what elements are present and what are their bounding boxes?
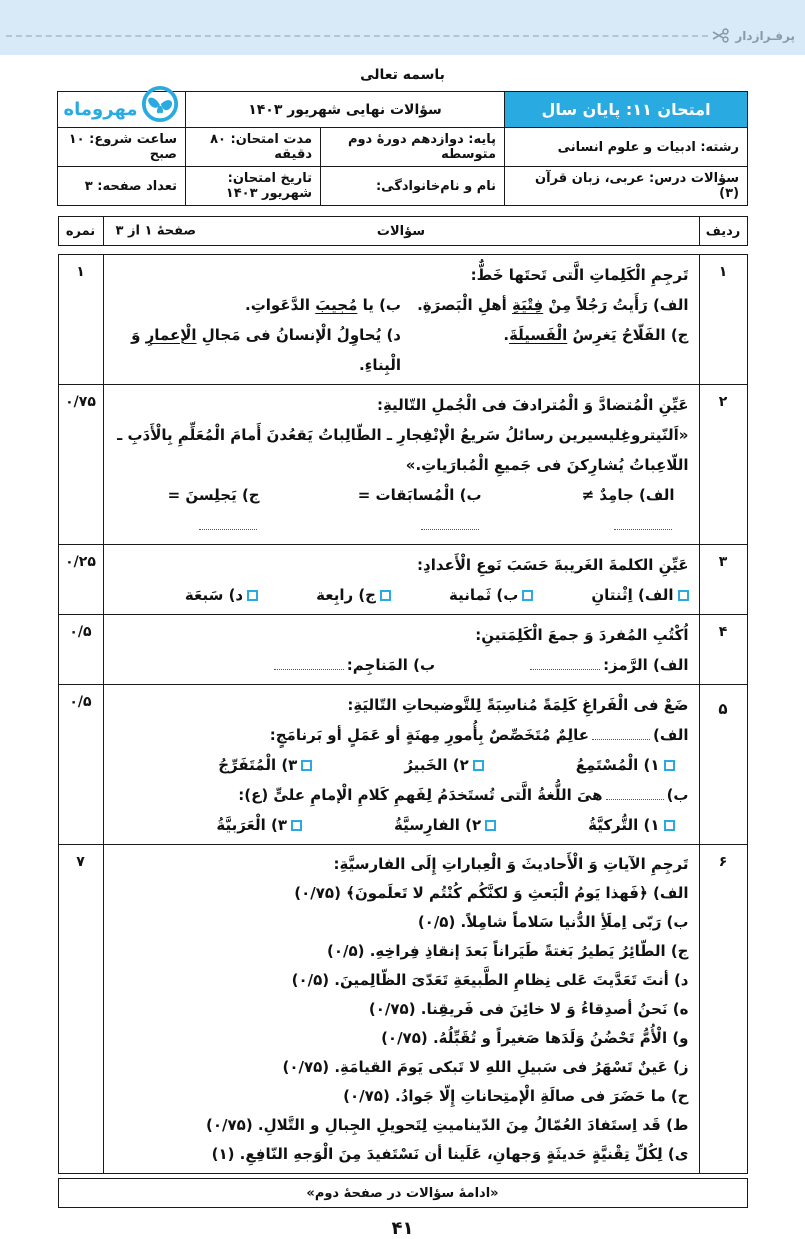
answer-checkbox[interactable] xyxy=(485,820,496,831)
question-row-2 xyxy=(58,385,747,545)
q1-items xyxy=(114,290,689,380)
questions-col-header xyxy=(103,217,699,246)
question-title: تَرجِمِ الآیاتِ وَ الْأَحادیثَ وَ الْعِباراتِ إِلَی الفارسیَّةِ: xyxy=(333,855,689,873)
exam-title: امتحان ۱۱: پایان سال xyxy=(505,92,748,128)
question-body xyxy=(103,615,699,685)
start-time-field: ساعت شروع: ۱۰ صبح xyxy=(58,128,186,167)
answer-blank[interactable] xyxy=(530,660,600,670)
questions-col-label: سؤالات xyxy=(376,223,426,239)
continuation-note: «ادامهٔ سؤالات در صفحهٔ دوم» xyxy=(58,1179,747,1208)
q6-item-i: ط) قَد اِستَفادَ العُمّالُ مِنَ الدّینامیتِ لِتَحویلِ الجِبالِ و التَّلالِ. (۰/۷۵) xyxy=(206,1116,689,1134)
question-number: ۵ xyxy=(699,685,747,845)
answer-checkbox[interactable] xyxy=(664,820,675,831)
question-score: ۰/۷۵ xyxy=(58,385,103,545)
exam-date-field: تاریخ امتحان: شهریور ۱۴۰۳ xyxy=(186,167,321,206)
page-number: ۴۱ xyxy=(391,1218,414,1239)
answer-checkbox[interactable] xyxy=(301,760,312,771)
q4-blanks xyxy=(114,650,689,680)
row-number-col-header: ردیف xyxy=(699,217,747,246)
answer-blank[interactable] xyxy=(199,520,257,530)
q6-item-f: و) الْأُمُّ تَحْضُنُ وَلَدَها صَغیراً و تُقَبِّلُهُ. (۰/۷۵) xyxy=(381,1029,689,1047)
answer-checkbox[interactable] xyxy=(473,760,484,771)
question-title: عَیِّنِ الْمُتضادَّ وَ الْمُترادفَ فی الْجُملِ التّالیةِ: xyxy=(376,396,689,414)
question-score: ۰/۵ xyxy=(58,685,103,845)
q6-item-a: الف) ﴿فَهذا یَومُ الْبَعثِ وَ لکنَّکُم کُنْتُم لا تَعلَمونَ﴾ (۰/۷۵) xyxy=(294,884,689,902)
q6-item-c: ج) الطّائِرُ یَطیرُ بَغتةً طَیَراناً بَعدَ إنقاذِ فِراخِهِ. (۰/۵) xyxy=(326,942,689,960)
q2-blanks xyxy=(114,480,689,540)
question-body xyxy=(103,255,699,385)
answer-blank[interactable] xyxy=(592,730,650,740)
questions-table xyxy=(58,254,748,1174)
questions-header-table xyxy=(58,216,748,246)
header-row-3 xyxy=(58,167,748,206)
question-body xyxy=(103,685,699,845)
q5a-option-1: ۱) الْمُسْتَمِعُ xyxy=(576,750,675,780)
scissors-icon xyxy=(712,28,729,43)
perforation-label: پرفـرازدار xyxy=(735,28,795,43)
question-row-6 xyxy=(58,845,747,1174)
question-score: ۰/۵ xyxy=(58,615,103,685)
question-number: ۴ xyxy=(699,615,747,685)
question-row-1 xyxy=(58,255,747,385)
logo-text: مهروماه xyxy=(63,99,138,120)
q2-blank-c: ج) یَجلِسنَ = xyxy=(114,480,260,540)
underlined-word: الْفَسیلَةَ xyxy=(509,326,568,344)
q4-blank-a: الف) الرَّمز: xyxy=(527,650,688,680)
q2-passage: «اَلنّیتروغِلیسیرین رسائلُ سَریعُ الْإنْفِجارِ ـ الطّالِباتُ یَقعُدنَ أَمامَ الْمُعَلِّمِ بِالْأَدَبِ ـ اللّاعِباتُ یُشارِکنَ فی جَمیعِ الْمُبارَیاتِ.» xyxy=(117,426,689,474)
logo-cell xyxy=(58,92,186,128)
q5a-option-2: ۲) الخَبیرُ xyxy=(404,750,483,780)
q5a-option-3: ۳) الْمُتَفَرِّجُ xyxy=(218,750,312,780)
q1-item-b: ب) یا مُجیبَ الدَّعَواتِ. xyxy=(245,296,401,314)
footer-table xyxy=(58,1178,748,1208)
question-row-4 xyxy=(58,615,747,685)
answer-checkbox[interactable] xyxy=(678,590,689,601)
q5-part-b-options xyxy=(114,810,689,840)
underlined-word: مُجیبَ xyxy=(315,296,358,314)
answer-blank[interactable] xyxy=(606,790,664,800)
student-name-field[interactable]: نام و نام‌خانوادگی: xyxy=(321,167,505,206)
q1-item-d: د) یُحاوِلُ الْإنسانُ فی مَجالِ الْإعمارِ وَ الْبِناءِ. xyxy=(131,326,401,374)
answer-checkbox[interactable] xyxy=(522,590,533,601)
perforation-strip xyxy=(0,0,805,55)
duration-field: مدت امتحان: ۸۰ دقیقه xyxy=(186,128,321,167)
q3-option-a: الف) اِثْنتانِ xyxy=(591,580,688,610)
q3-option-b: ب) ثَمانیة xyxy=(449,580,533,610)
basmala: باسمه تعالی xyxy=(360,67,445,83)
question-row-3 xyxy=(58,545,747,615)
questions-header-row xyxy=(58,217,747,246)
footer-row xyxy=(58,1179,747,1208)
question-score: ۱ xyxy=(58,255,103,385)
exam-header-table xyxy=(57,91,748,206)
page-indicator: صفحهٔ ۱ از ۳ xyxy=(115,223,197,239)
q3-option-d: د) سَبعَة xyxy=(185,580,258,610)
q3-option-c: ج) رابِعة xyxy=(316,580,391,610)
question-score: ۰/۲۵ xyxy=(58,545,103,615)
score-col-header: نمره xyxy=(58,217,103,246)
q5b-option-2: ۲) الفارِسیَّةُ xyxy=(394,810,496,840)
q6-item-j: ی) لِکُلِّ تِقْنیَّةٍ حَدیثَةٍ وَجهانِ، عَلَینا أن نَسْتَفیدَ مِنَ الْوَجهِ النّافِعِ. (۱) xyxy=(211,1145,689,1163)
header-row-1 xyxy=(58,92,748,128)
q1-item-c: ج) الفَلّاحُ یَغرِسُ الْفَسیلَةَ. xyxy=(503,326,689,344)
question-number: ۲ xyxy=(699,385,747,545)
question-title: عَیِّنِ الکلمةَ الغَریبةَ حَسَبَ نَوعِ الْأَعدادِ: xyxy=(417,556,689,574)
question-title: ضَعْ فی الْفَراغِ کَلِمَةً مُناسِبَةً لِلتَّوضیحاتِ التّالیَةِ: xyxy=(347,696,689,714)
q5-part-a-stem: الف)عالِمٌ مُتَخَصِّصٌ بِأُمورِ مِهنَةٍ أو عَمَلٍ أو بَرنامَجٍ: xyxy=(269,726,689,744)
q5-part-b-stem: ب)هیَ اللُّغةُ الَّتی تُستَخدَمُ لِفَهمِ کَلامِ الْإمامِ علیٍّ (ع): xyxy=(238,786,689,804)
q6-item-g: ز) عَینٌ تَسْهَرُ فی سَبیلِ اللهِ لا تَبکی یَومَ القیامَةِ. (۰/۷۵) xyxy=(282,1058,689,1076)
underlined-word: فِتْیَةِ xyxy=(512,296,544,314)
question-title: تَرجِمِ الْکَلِماتِ الَّتی تَحتَها خَطٌّ: xyxy=(470,266,689,284)
answer-blank[interactable] xyxy=(274,660,344,670)
q6-item-e: ه) نَحنُ أصدِقاءُ وَ لا خائِنَ فی فَریقِنا. (۰/۷۵) xyxy=(368,1000,689,1018)
q5b-option-1: ۱) التُّرکیَّةُ xyxy=(588,810,674,840)
q2-blank-b: ب) الْمُسابَقات = xyxy=(306,480,482,540)
q6-item-h: ح) ما حَضَرَ فی صالَةِ الْإمتِحاناتِ إِلّا جَوادُ. (۰/۷۵) xyxy=(343,1087,689,1105)
question-body xyxy=(103,845,699,1174)
cutline xyxy=(0,0,805,43)
question-row-5 xyxy=(58,685,747,845)
question-score: ۷ xyxy=(58,845,103,1174)
major-field: رشته: ادبیات و علوم انسانی xyxy=(505,128,748,167)
q3-options xyxy=(114,580,689,610)
question-number: ۶ xyxy=(699,845,747,1174)
answer-blank[interactable] xyxy=(614,520,672,530)
question-title: اُکْتُبِ المُفردَ وَ جمعَ الْکَلِمَتینِ: xyxy=(475,626,689,644)
answer-blank[interactable] xyxy=(421,520,479,530)
exam-subtitle: سؤالات نهایی شهریور ۱۴۰۳ xyxy=(186,92,505,128)
q5b-option-3: ۳) الْعَرَبیَّةُ xyxy=(216,810,302,840)
dashed-cut-line xyxy=(6,35,708,37)
q2-blank-a: الف) جامِدٌ ≠ xyxy=(528,480,675,540)
answer-checkbox[interactable] xyxy=(247,590,258,601)
question-body xyxy=(103,545,699,615)
mehromah-butterfly-icon xyxy=(141,85,179,123)
q6-item-b: ب) رَبّی اِملَأِ الدُّنیا سَلاماً شامِلاً. (۰/۵) xyxy=(417,913,689,931)
q1-item-a: الف) رَأَیتُ رَجُلاً مِنْ فِتْیَةِ أهلِ الْبَصرَةِ. xyxy=(417,296,689,314)
header-row-2 xyxy=(58,128,748,167)
question-number: ۳ xyxy=(699,545,747,615)
underlined-word: الْإعمارِ xyxy=(145,326,197,344)
q4-blank-b: ب) المَناجِم: xyxy=(271,650,435,680)
pages-count-field: تعداد صفحه: ۳ xyxy=(58,167,186,206)
question-body xyxy=(103,385,699,545)
grade-field: پایه: دوازدهم دورهٔ دوم متوسطه xyxy=(321,128,505,167)
course-field: سؤالات درس: عربی، زبان قرآن (۳) xyxy=(505,167,748,206)
q5-part-a-options xyxy=(114,750,689,780)
question-number: ۱ xyxy=(699,255,747,385)
q6-item-d: د) أنتَ تَعَدَّیتَ عَلی نِظامِ الطَّبیعَةِ تَعَدّیَ الظّالِمینَ. (۰/۵) xyxy=(291,971,689,989)
answer-checkbox[interactable] xyxy=(664,760,675,771)
answer-checkbox[interactable] xyxy=(291,820,302,831)
answer-checkbox[interactable] xyxy=(380,590,391,601)
